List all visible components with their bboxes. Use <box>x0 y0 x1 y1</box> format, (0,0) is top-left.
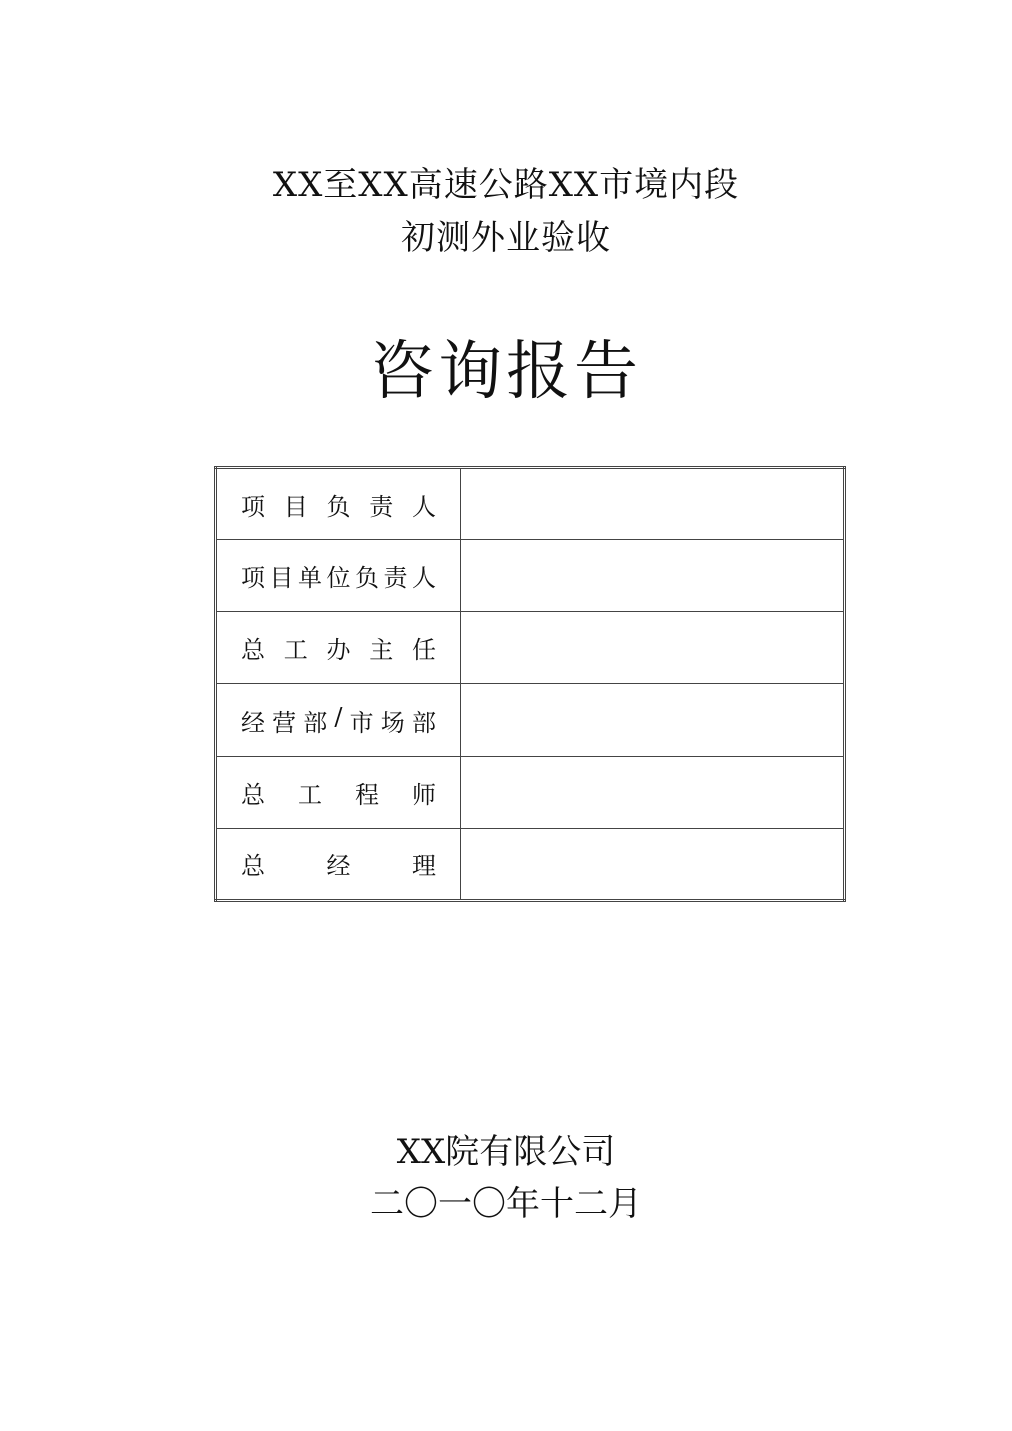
company-name: XX院有限公司 <box>396 1132 616 1172</box>
role-label: 总 工 办 主 任 <box>241 636 436 665</box>
signature-cell <box>461 684 845 756</box>
report-title-line-2: 初测外业验收 <box>401 218 611 258</box>
role-cell <box>216 540 461 612</box>
signature-cell <box>461 828 845 900</box>
report-date: 二〇一〇年十二月 <box>370 1184 642 1224</box>
signoff-row <box>216 468 845 540</box>
signoff-row <box>216 756 845 828</box>
role-cell <box>216 684 461 756</box>
role-label: 项 目 单 位 负 责 人 <box>241 564 436 593</box>
signoff-row <box>216 612 845 684</box>
role-label: 项 目 负 责 人 <box>241 492 436 521</box>
signature-cell <box>461 468 845 540</box>
signoff-row <box>216 828 845 900</box>
role-label: 总 工 程 师 <box>241 780 436 809</box>
signature-cell <box>461 540 845 612</box>
signoff-row <box>216 540 845 612</box>
report-main-title: 咨询报告 <box>370 335 642 409</box>
role-cell <box>216 756 461 828</box>
role-label: 总 经 理 <box>241 852 436 881</box>
role-cell <box>216 828 461 900</box>
report-title-line-1: XX至XX高速公路XX市境内段 <box>272 165 740 205</box>
signature-cell <box>461 612 845 684</box>
signoff-table <box>214 466 846 902</box>
role-cell <box>216 468 461 540</box>
signoff-row <box>216 684 845 756</box>
role-label: 经 营 部 / 市 场 部 <box>241 702 436 737</box>
signature-cell <box>461 756 845 828</box>
role-cell <box>216 612 461 684</box>
